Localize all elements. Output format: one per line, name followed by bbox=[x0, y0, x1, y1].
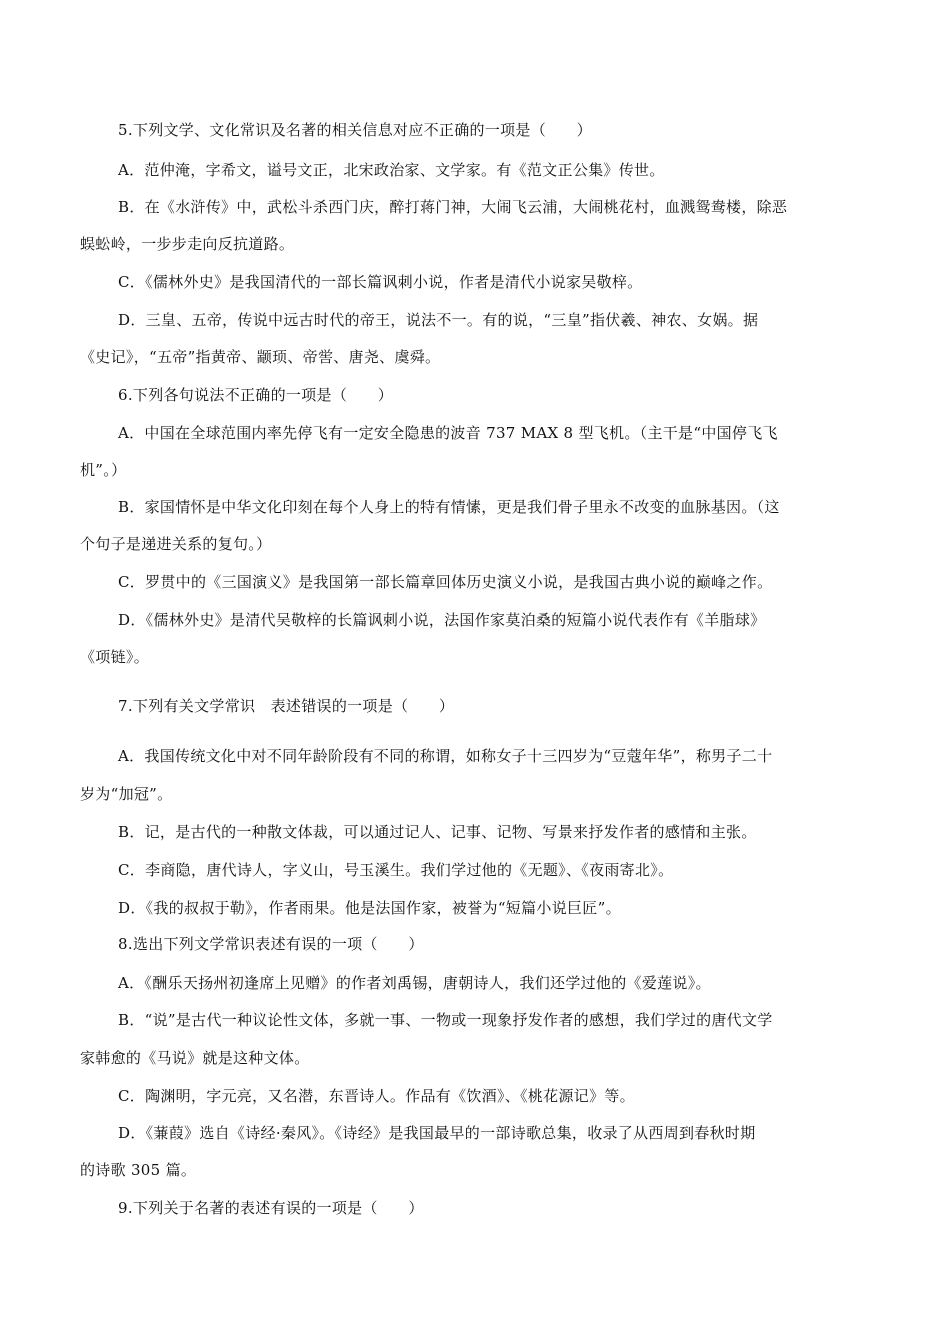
question-7-option-a: A．我国传统文化中对不同年龄阶段有不同的称谓，如称女子十三四岁为“豆蔻年华”，称男子二十 bbox=[118, 747, 773, 765]
question-6-stem: 6.下列各句说法不正确的一项是（ ） bbox=[118, 386, 394, 404]
question-8-stem: 8.选出下列文学常识表述有误的一项（ ） bbox=[118, 935, 424, 953]
question-6-option-a: A．中国在全球范围内率先停飞有一定安全隐患的波音 737 MAX 8 型飞机。（主干是“中国停飞飞 bbox=[118, 424, 778, 442]
question-8-option-b: B．“说”是古代一种议论性文体，多就一事、一物或一现象抒发作者的感想，我们学过的唐代文学 bbox=[118, 1011, 773, 1029]
question-6-option-a-cont: 机”。） bbox=[80, 461, 127, 479]
question-6-option-b: B．家国情怀是中华文化印刻在每个人身上的特有情愫，更是我们骨子里永不改变的血脉基因。（这 bbox=[118, 498, 780, 516]
question-5-option-b: B．在《水浒传》中，武松斗杀西门庆，醉打蒋门神，大闹飞云浦，大闹桃花村，血溅鸳鸯楼，除恶 bbox=[118, 198, 788, 216]
question-6-option-c: C．罗贯中的《三国演义》是我国第一部长篇章回体历史演义小说，是我国古典小说的巅峰之作。 bbox=[118, 573, 773, 591]
question-7-option-c: C．李商隐，唐代诗人，字义山，号玉溪生。我们学过他的《无题》、《夜雨寄北》。 bbox=[118, 861, 674, 879]
question-7-option-a-cont: 岁为“加冠”。 bbox=[80, 785, 173, 803]
question-6-option-b-cont: 个句子是递进关系的复句。） bbox=[80, 535, 272, 553]
question-9-stem: 9.下列关于名著的表述有误的一项是（ ） bbox=[118, 1199, 424, 1217]
question-5-option-d: D．三皇、五帝，传说中远古时代的帝王，说法不一。有的说，“三皇”指伏羲、神农、女娲。据 bbox=[118, 311, 759, 329]
question-5-stem: 5.下列文学、文化常识及名著的相关信息对应不正确的一项是（ ） bbox=[118, 121, 592, 139]
question-7-stem: 7.下列有关文学常识 表述错误的一项是（ ） bbox=[118, 697, 455, 715]
question-7-option-d: D．《我的叔叔于勒》，作者雨果。他是法国作家，被誉为“短篇小说巨匠”。 bbox=[118, 899, 621, 917]
question-8-option-b-cont: 家韩愈的《马说》就是这种文体。 bbox=[80, 1049, 310, 1067]
question-8-option-d-cont: 的诗歌 305 篇。 bbox=[80, 1161, 197, 1179]
question-5-option-a: A．范仲淹，字希文，谥号文正，北宋政治家、文学家。有《范文正公集》传世。 bbox=[118, 161, 665, 179]
question-5-option-b-cont: 蜈蚣岭，一步步走向反抗道路。 bbox=[80, 235, 295, 253]
question-6-option-d-cont: 《项链》。 bbox=[80, 648, 150, 666]
question-8-option-d: D．《蒹葭》选自《诗经·秦风》。《诗经》是我国最早的一部诗歌总集，收录了从西周到春秋时期 bbox=[118, 1124, 756, 1142]
question-8-option-a: A．《酬乐天扬州初逢席上见赠》的作者刘禹锡，唐朝诗人，我们还学过他的《爱莲说》。 bbox=[118, 974, 711, 992]
question-7-option-b: B．记，是古代的一种散文体裁，可以通过记人、记事、记物、写景来抒发作者的感情和主张。 bbox=[118, 823, 757, 841]
question-5-option-d-cont: 《史记》，“五帝”指黄帝、颛顼、帝喾、唐尧、虞舜。 bbox=[80, 348, 441, 366]
question-5-option-c: C．《儒林外史》是我国清代的一部长篇讽刺小说，作者是清代小说家吴敬梓。 bbox=[118, 273, 643, 291]
question-6-option-d: D．《儒林外史》是清代吴敬梓的长篇讽刺小说，法国作家莫泊桑的短篇小说代表作有《羊脂球》 bbox=[118, 611, 766, 629]
question-8-option-c: C．陶渊明，字元亮，又名潜，东晋诗人。作品有《饮酒》、《桃花源记》等。 bbox=[118, 1087, 635, 1105]
